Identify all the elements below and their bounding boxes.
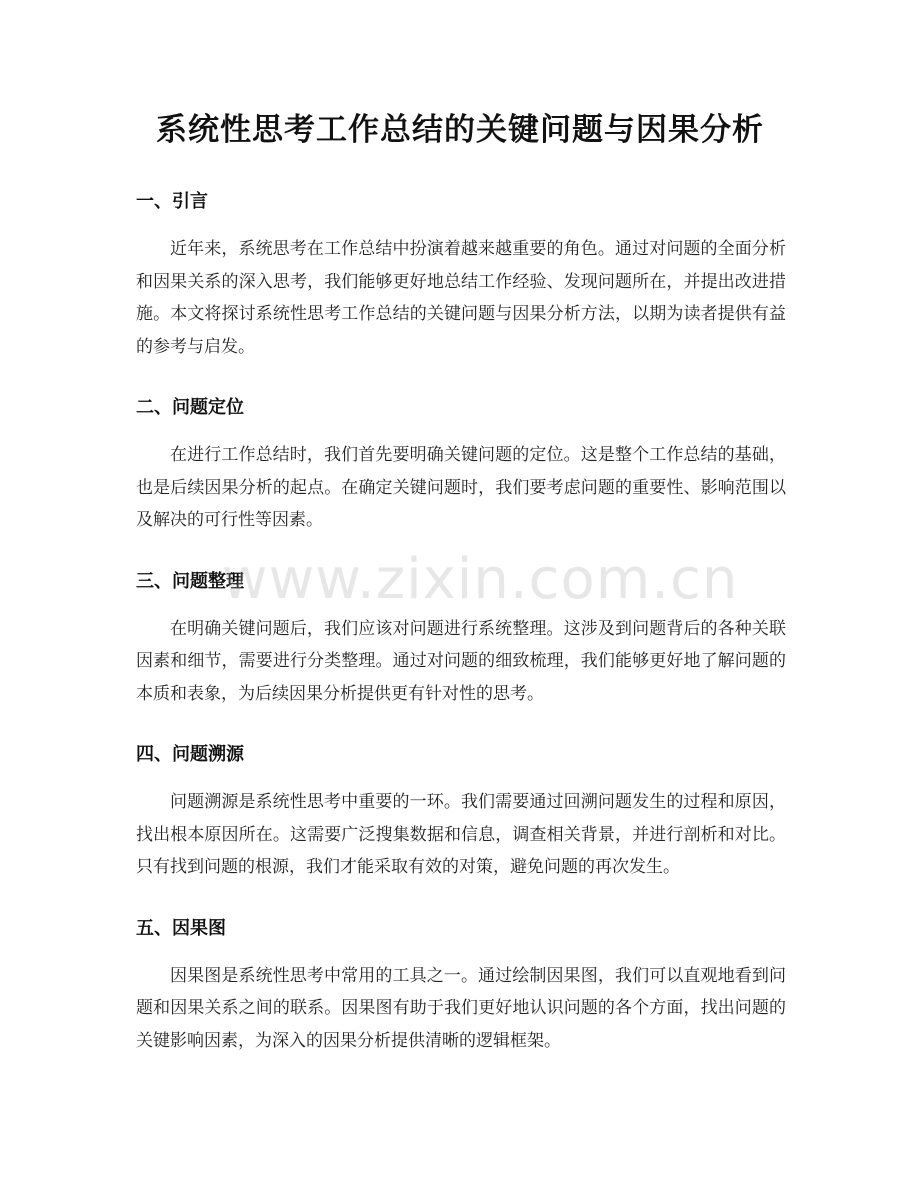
- section-introduction: [136, 186, 786, 363]
- section-heading: 一、引言: [136, 191, 208, 212]
- page-title: 系统性思考工作总结的关键问题与因果分析: [156, 112, 764, 148]
- section-paragraph: 因果图是系统性思考中常用的工具之一。通过绘制因果图，我们可以直观地看到问题和因果关系之间的联系。因果图有助于我们更好地认识问题的各个方面，找出问题的关键影响因素，为深入的因果分析提供清晰的逻辑框架。: [136, 965, 786, 1051]
- section-heading: 四、问题溯源: [136, 744, 244, 765]
- section-problem-tracing: [136, 739, 786, 884]
- section-heading: 二、问题定位: [136, 397, 244, 418]
- section-paragraph: 近年来，系统思考在工作总结中扮演着越来越重要的角色。通过对问题的全面分析和因果关系的深入思考，我们能够更好地总结工作经验、发现问题所在，并提出改进措施。本文将探讨系统性思考工作总结的关键问题与因果分析方法，以期为读者提供有益的参考与启发。: [136, 239, 786, 357]
- section-cause-effect-diagram: [136, 913, 786, 1058]
- section-paragraph: 在明确关键问题后，我们应该对问题进行系统整理。这涉及到问题背后的各种关联因素和细节，需要进行分类整理。通过对问题的细致梳理，我们能够更好地了解问题的本质和表象，为后续因果分析提供更有针对性的思考。: [136, 618, 786, 704]
- section-paragraph: 在进行工作总结时，我们首先要明确关键问题的定位。这是整个工作总结的基础，也是后续因果分析的起点。在确定关键问题时，我们要考虑问题的重要性、影响范围以及解决的可行性等因素。: [136, 445, 786, 530]
- section-problem-organizing: [136, 566, 786, 711]
- section-problem-positioning: [136, 392, 786, 537]
- watermark: www.zixin.com.cn: [221, 547, 739, 612]
- section-paragraph: 问题溯源是系统性思考中重要的一环。我们需要通过回溯问题发生的过程和原因，找出根本原因所在。这需要广泛搜集数据和信息，调查相关背景，并进行剖析和对比。只有找到问题的根源，我们才能采取有效的对策，避免问题的再次发生。: [136, 792, 786, 877]
- section-heading: 三、问题整理: [136, 570, 244, 592]
- document-body: [136, 186, 786, 1086]
- section-heading: 五、因果图: [136, 917, 226, 939]
